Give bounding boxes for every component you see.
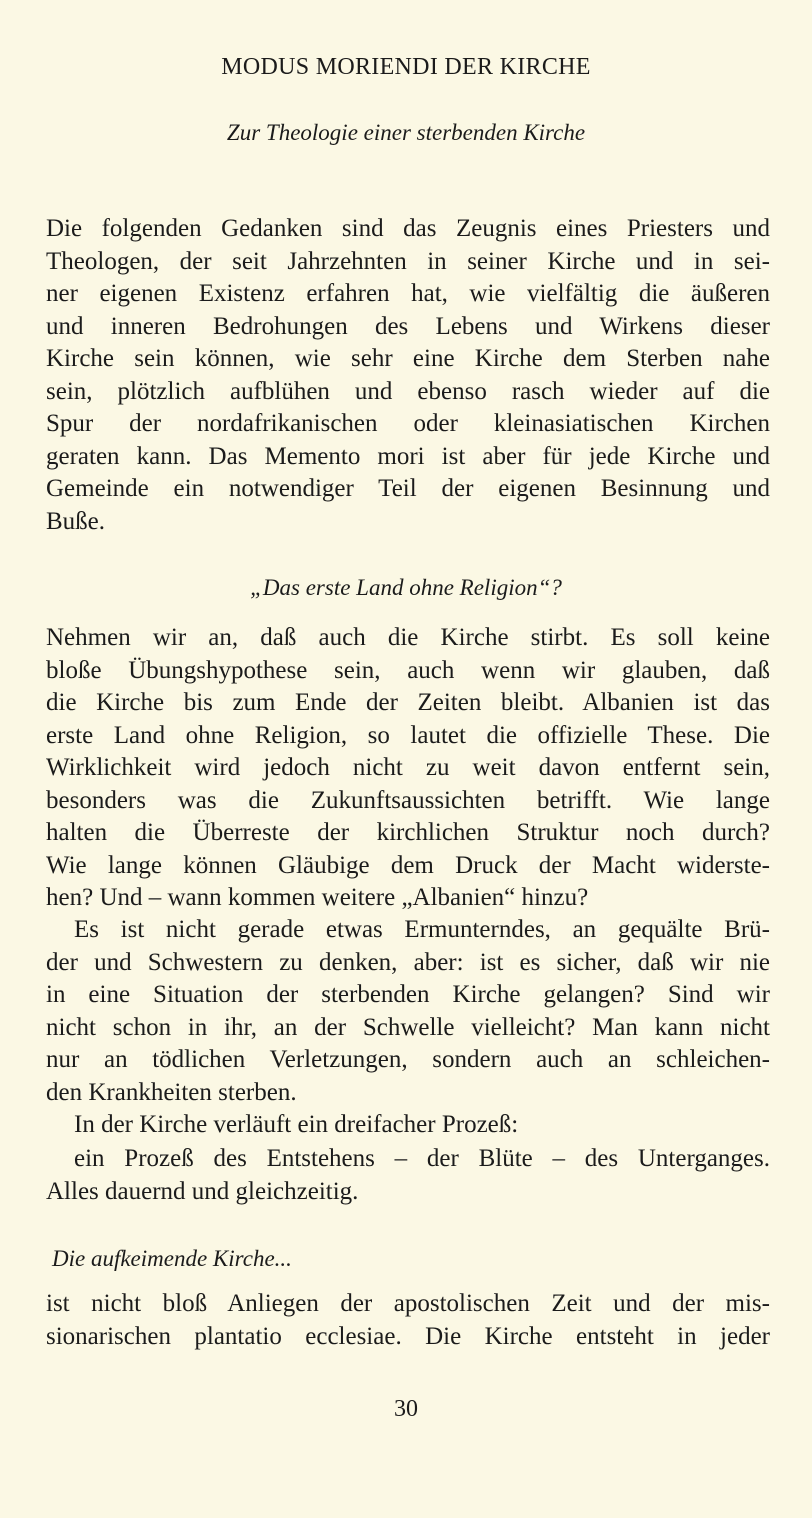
text-line: bloße Übungshypothese sein, auch wenn wir glauben, daß — [46, 656, 770, 684]
chapter-subtitle: Zur Theologie einer sterbenden Kirche — [226, 120, 586, 145]
text-line: hen? Und – wann kommen weitere „Albanien“ hinzu? — [46, 884, 589, 911]
section-heading: „Das erste Land ohne Religion“? — [250, 575, 562, 600]
text-line: In der Kirche verläuft ein dreifacher Prozeß: — [74, 1111, 519, 1138]
text-line: ner eigenen Existenz erfahren hat, wie vielfältig die äußeren — [46, 280, 770, 307]
text-line: Wirklichkeit wird jedoch nicht zu weit davon entfernt sein, — [46, 754, 770, 781]
text-line: erste Land ohne Religion, so lautet die offizielle These. Die — [46, 721, 770, 749]
text-line: und inneren Bedrohungen des Lebens und Wirkens dieser — [46, 312, 770, 340]
text-line: Spur der nordafrikanischen oder kleinasiatischen Kirchen — [46, 410, 770, 437]
text-line: ein Prozeß des Entstehens – der Blüte – des Unterganges. — [74, 1145, 770, 1172]
text-line: nur an tödlichen Verletzungen, sondern auch an schleichen- — [46, 1046, 770, 1073]
chapter-title: MODUS MORIENDI DER KIRCHE — [221, 54, 591, 80]
text-line: Die folgenden Gedanken sind das Zeugnis eines Priesters und — [46, 215, 770, 242]
text-line: besonders was die Zukunftsaussichten betrifft. Wie lange — [46, 786, 770, 814]
section-paragraph-3 — [46, 1109, 770, 1142]
text-line: Kirche sein können, wie sehr eine Kirche dem Sterben nahe — [46, 345, 770, 372]
text-line: der und Schwestern zu denken, aber: ist es sicher, daß wir nie — [46, 948, 770, 976]
text-line: geraten kann. Das Memento mori ist aber für jede Kirche und — [46, 442, 770, 470]
text-line: sionarischen plantatio ecclesiae. Die Kirche entsteht in jeder — [46, 1322, 770, 1350]
text-line: Alles dauernd und gleichzeitig. — [46, 1177, 359, 1205]
text-line: den Krankheiten sterben. — [46, 1078, 297, 1106]
text-line: Buße. — [46, 507, 106, 535]
text-line: sein, plötzlich aufblühen und ebenso rasch wieder auf die — [46, 377, 770, 405]
text-line: Theologen, der seit Jahrzehnten in seiner Kirche und in sei- — [46, 247, 770, 275]
closing-paragraph — [46, 1288, 770, 1353]
text-line: Wie lange können Gläubige dem Druck der Macht widerste- — [46, 851, 770, 879]
text-line: Es ist nicht gerade etwas Ermunterndes, an gequälte Brü- — [74, 916, 770, 943]
text-line: ist nicht bloß Anliegen der apostolischen Zeit und der mis- — [46, 1290, 770, 1317]
intro-paragraph — [46, 213, 770, 538]
text-line: in eine Situation der sterbenden Kirche gelangen? Sind wir — [46, 981, 770, 1008]
text-line: Nehmen wir an, daß auch die Kirche stirbt. Es soll keine — [46, 624, 770, 651]
page-number: 30 — [394, 1396, 418, 1422]
section-paragraph-1 — [46, 622, 770, 915]
section-paragraph-2 — [46, 914, 770, 1109]
text-line: Gemeinde ein notwendiger Teil der eigenen Besinnung und — [46, 475, 770, 502]
section-paragraph-4 — [46, 1143, 770, 1208]
text-line: halten die Überreste der kirchlichen Struktur noch durch? — [46, 819, 770, 846]
text-line: die Kirche bis zum Ende der Zeiten bleibt. Albanien ist das — [46, 689, 770, 716]
subheading: Die aufkeimende Kirche... — [52, 1246, 292, 1271]
text-line: nicht schon in ihr, an der Schwelle vielleicht? Man kann nicht — [46, 1013, 770, 1041]
